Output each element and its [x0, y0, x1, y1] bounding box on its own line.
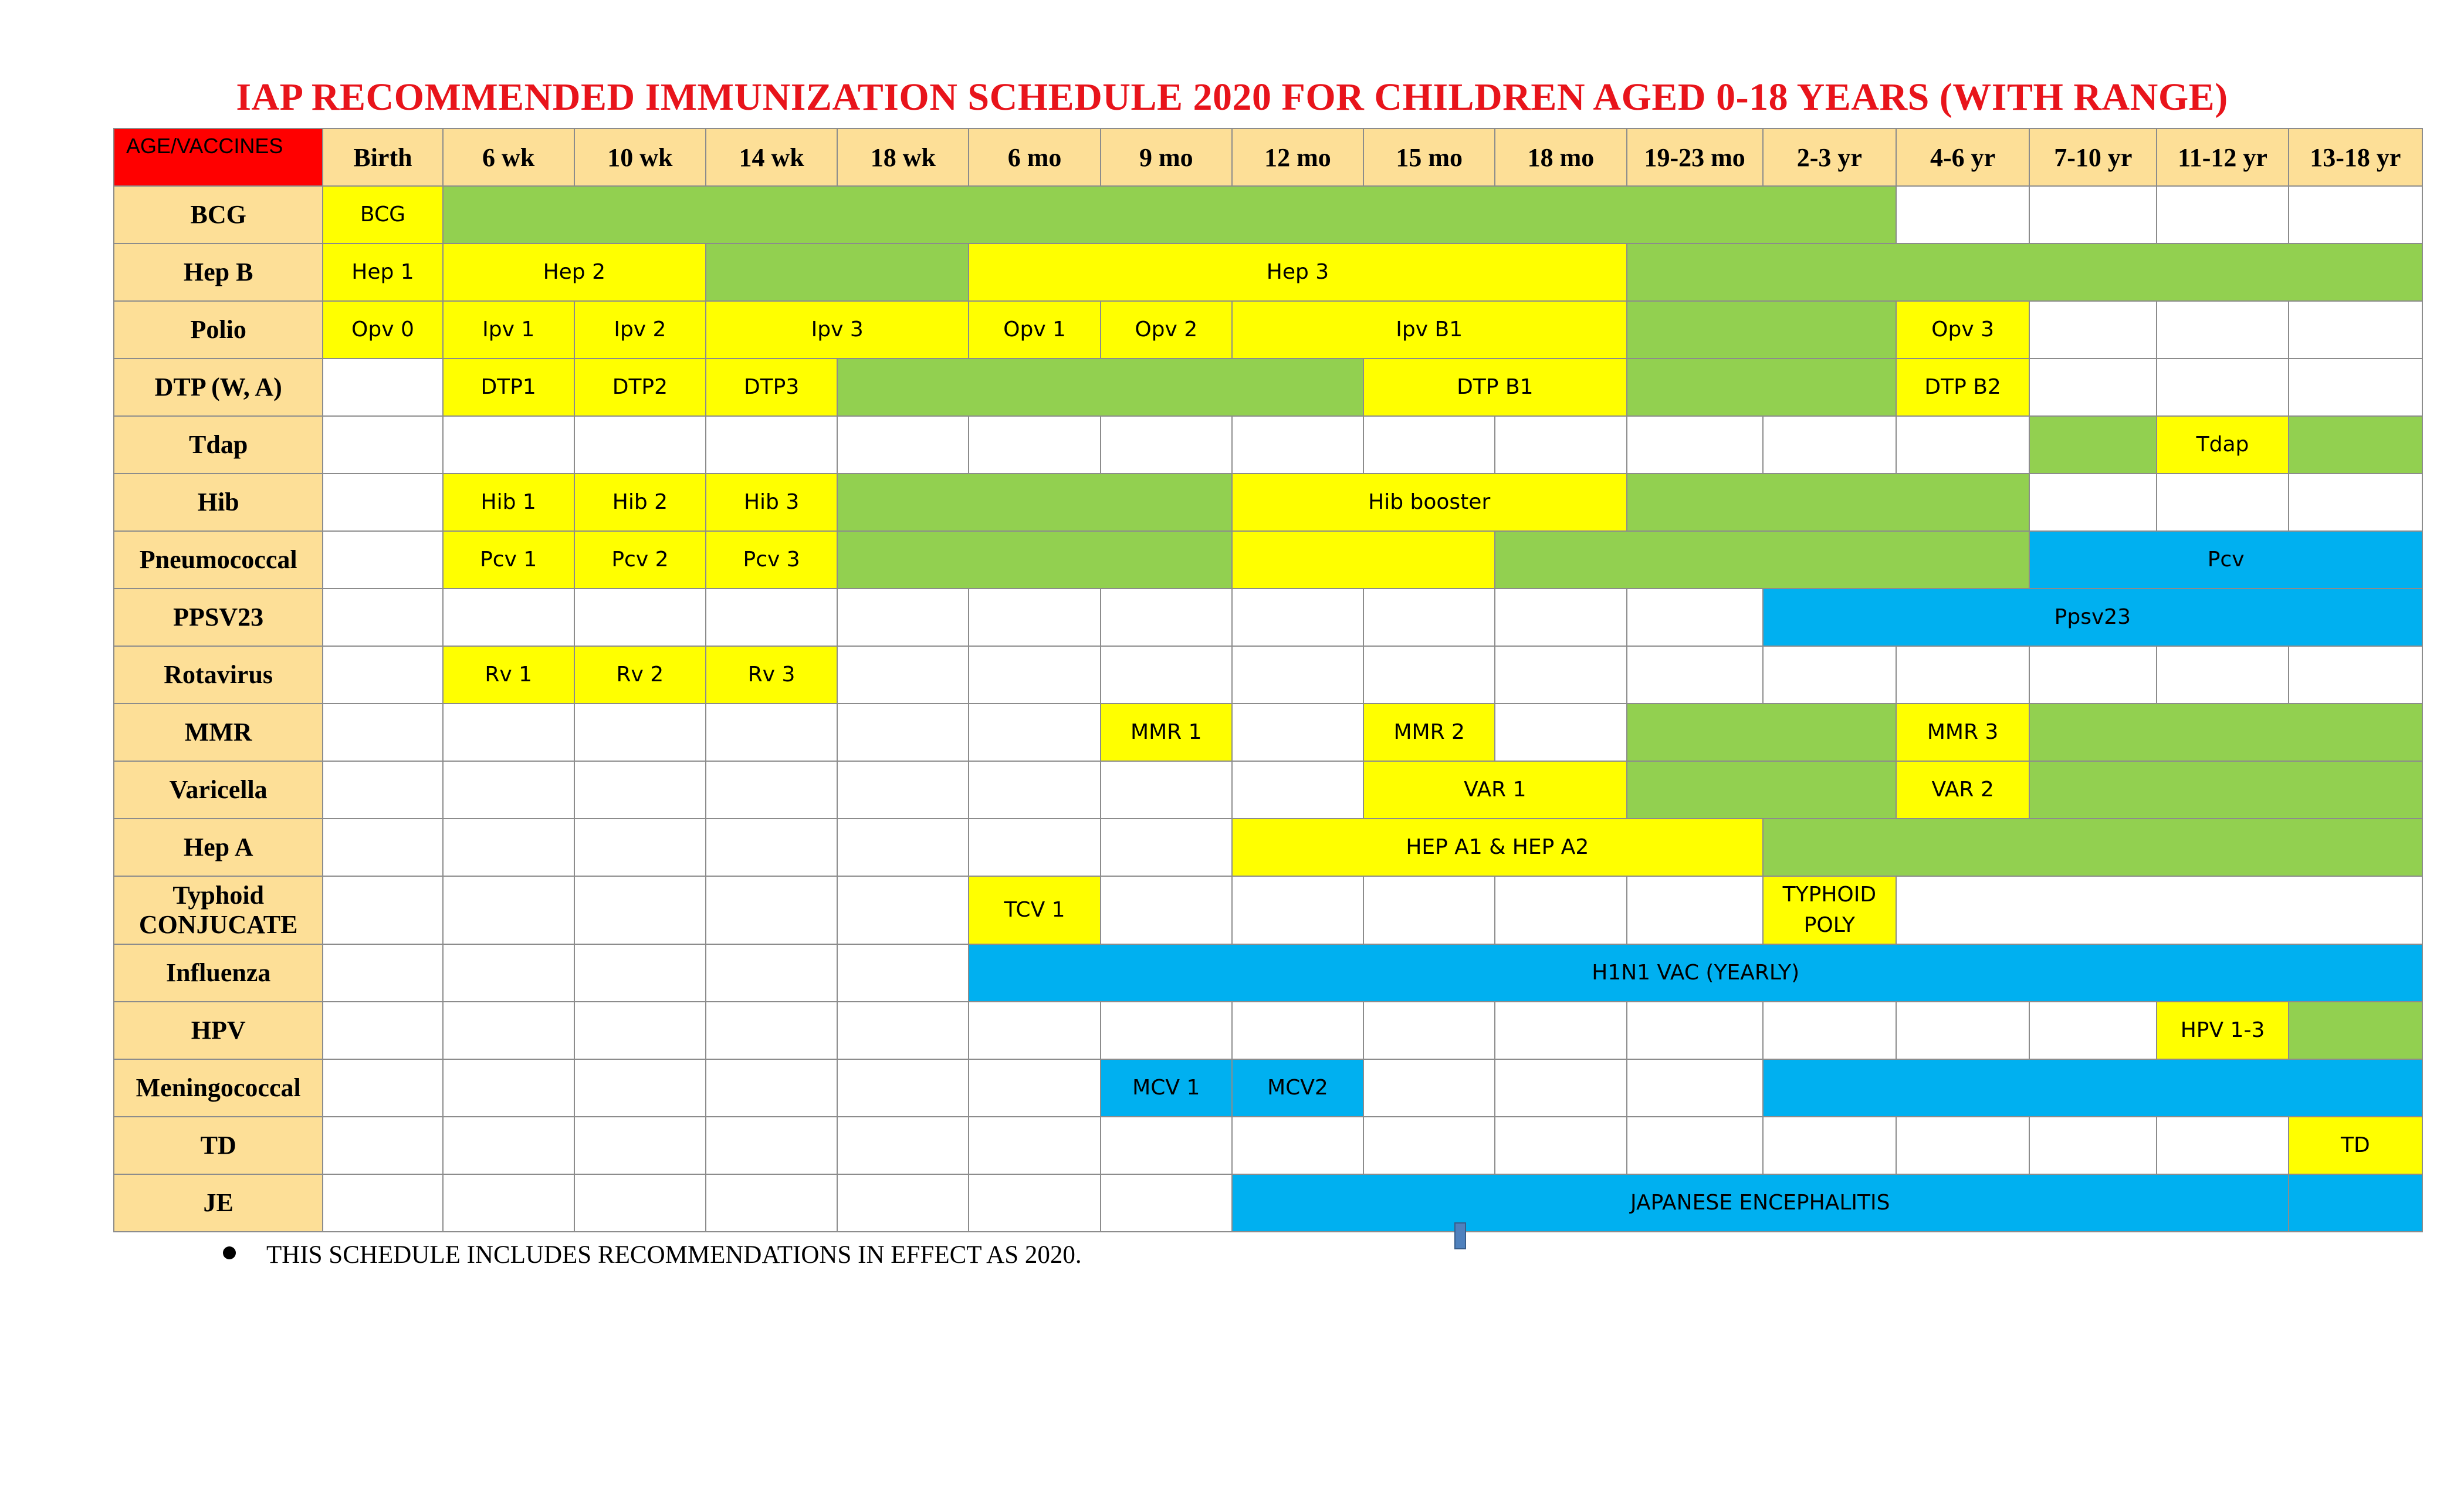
- empty-cell: [1363, 1059, 1495, 1117]
- empty-cell: [1627, 646, 1763, 704]
- empty-cell: [969, 704, 1100, 761]
- dose-cell: DTP B2: [1896, 359, 2029, 416]
- empty-cell: [1363, 1117, 1495, 1174]
- empty-cell: [323, 704, 442, 761]
- empty-cell: [706, 1059, 837, 1117]
- vaccine-name: Tdap: [114, 416, 323, 474]
- dose-cell: Ipv 1: [443, 301, 574, 359]
- dose-cell: Hep 2: [443, 244, 706, 301]
- empty-cell: [443, 1059, 574, 1117]
- empty-cell: [969, 1117, 1100, 1174]
- age-header: 18 wk: [837, 129, 969, 186]
- dose-cell: Opv 1: [969, 301, 1100, 359]
- empty-cell: [706, 704, 837, 761]
- age-header: 4-6 yr: [1896, 129, 2029, 186]
- empty-cell: [323, 761, 442, 819]
- empty-cell: [1101, 876, 1232, 944]
- empty-cell: [323, 1002, 442, 1059]
- dose-cell: Hib 2: [574, 474, 706, 531]
- catch-up-range: [2029, 416, 2157, 474]
- vaccine-row-tdap: [114, 416, 2422, 474]
- vaccine-row-hep-a: [114, 819, 2422, 876]
- empty-cell: [706, 1002, 837, 1059]
- empty-cell: [1763, 646, 1896, 704]
- empty-cell: [2289, 301, 2422, 359]
- empty-cell: [1627, 1059, 1763, 1117]
- empty-cell: [1232, 589, 1363, 646]
- catch-up-range: [1627, 474, 2030, 531]
- dose-cell: Hib 3: [706, 474, 837, 531]
- vaccine-name: JE: [114, 1174, 323, 1232]
- catch-up-range: [1627, 761, 1896, 819]
- empty-cell: [1232, 876, 1363, 944]
- catch-up-range: [1627, 244, 2422, 301]
- age-header: 6 wk: [443, 129, 574, 186]
- vaccine-name: Typhoid CONJUCATE: [114, 876, 323, 944]
- catch-up-range: [1627, 704, 1896, 761]
- bullet-icon: [223, 1246, 236, 1259]
- dose-cell: Hep 1: [323, 244, 442, 301]
- booster-range: [1232, 531, 1495, 589]
- dose-cell: MMR 3: [1896, 704, 2029, 761]
- empty-cell: [1627, 1117, 1763, 1174]
- empty-cell: [969, 1059, 1100, 1117]
- empty-cell: [1363, 876, 1495, 944]
- empty-cell: [323, 944, 442, 1002]
- empty-cell: [1627, 876, 1763, 944]
- vaccine-row-pneumococcal: [114, 531, 2422, 589]
- empty-cell: [837, 819, 969, 876]
- catch-up-range: [837, 474, 1232, 531]
- vaccine-row-dtp: [114, 359, 2422, 416]
- empty-cell: [2157, 359, 2288, 416]
- empty-cell: [574, 876, 706, 944]
- age-header: 7-10 yr: [2029, 129, 2157, 186]
- dose-cell: MMR 2: [1363, 704, 1495, 761]
- empty-cell: [2157, 186, 2288, 244]
- empty-cell: [837, 944, 969, 1002]
- empty-cell: [443, 761, 574, 819]
- dose-cell: Tdap: [2157, 416, 2288, 474]
- vaccine-name: Polio: [114, 301, 323, 359]
- vaccine-row-hpv: [114, 1002, 2422, 1059]
- special-range: [1763, 1059, 2422, 1117]
- vaccine-row-ppsv23: [114, 589, 2422, 646]
- vaccine-row-influenza: [114, 944, 2422, 1002]
- dose-cell: Hep 3: [969, 244, 1626, 301]
- dose-cell: Opv 0: [323, 301, 442, 359]
- empty-cell: [2029, 646, 2157, 704]
- vaccine-name: Hep B: [114, 244, 323, 301]
- age-header: 12 mo: [1232, 129, 1363, 186]
- empty-cell: [323, 1059, 442, 1117]
- dose-cell: Ipv 3: [706, 301, 969, 359]
- empty-cell: [574, 589, 706, 646]
- vaccine-name: Varicella: [114, 761, 323, 819]
- vaccine-row-hep-b: [114, 244, 2422, 301]
- vaccine-name: Hib: [114, 474, 323, 531]
- empty-cell: [706, 1174, 837, 1232]
- age-header: 13-18 yr: [2289, 129, 2422, 186]
- empty-cell: [837, 704, 969, 761]
- vaccine-row-mmr: [114, 704, 2422, 761]
- catch-up-range: [1627, 359, 1896, 416]
- empty-cell: [837, 1174, 969, 1232]
- empty-cell: [969, 1002, 1100, 1059]
- empty-cell: [574, 1002, 706, 1059]
- empty-cell: [1101, 1117, 1232, 1174]
- empty-cell: [1101, 589, 1232, 646]
- empty-cell: [706, 1117, 837, 1174]
- dose-cell: Rv 1: [443, 646, 574, 704]
- empty-cell: [837, 589, 969, 646]
- empty-cell: [323, 589, 442, 646]
- age-header: 14 wk: [706, 129, 837, 186]
- special-range: [2289, 1174, 2422, 1232]
- vaccine-name: Rotavirus: [114, 646, 323, 704]
- empty-cell: [574, 1117, 706, 1174]
- empty-cell: [1763, 416, 1896, 474]
- dose-cell: Pcv 1: [443, 531, 574, 589]
- dose-cell: Opv 2: [1101, 301, 1232, 359]
- empty-cell: [706, 876, 837, 944]
- age-vaccines-corner: AGE/VACCINES: [114, 129, 323, 186]
- empty-cell: [1232, 704, 1363, 761]
- empty-cell: [1232, 1002, 1363, 1059]
- dose-cell: Pcv 2: [574, 531, 706, 589]
- dose-cell: Ipv 2: [574, 301, 706, 359]
- empty-cell: [1101, 761, 1232, 819]
- catch-up-range: [443, 186, 1896, 244]
- empty-cell: [323, 531, 442, 589]
- catch-up-range: [2029, 704, 2422, 761]
- vaccine-row-meningococcal: [114, 1059, 2422, 1117]
- empty-cell: [1896, 186, 2029, 244]
- empty-cell: [706, 819, 837, 876]
- catch-up-range: [1627, 301, 1896, 359]
- empty-cell: [443, 704, 574, 761]
- empty-cell: [706, 761, 837, 819]
- empty-cell: [443, 876, 574, 944]
- empty-cell: [2289, 474, 2422, 531]
- empty-cell: [443, 819, 574, 876]
- empty-cell: [2029, 186, 2157, 244]
- empty-cell: [969, 416, 1100, 474]
- empty-cell: [2289, 359, 2422, 416]
- age-header: 18 mo: [1495, 129, 1626, 186]
- empty-cell: [1495, 704, 1626, 761]
- empty-cell: [2157, 474, 2288, 531]
- empty-cell: [1627, 589, 1763, 646]
- vaccine-row-bcg: [114, 186, 2422, 244]
- empty-cell: [574, 761, 706, 819]
- empty-cell: [1101, 1174, 1232, 1232]
- vaccine-row-rotavirus: [114, 646, 2422, 704]
- catch-up-range: [2289, 416, 2422, 474]
- vaccine-row-typhoid: [114, 876, 2422, 944]
- empty-cell: [574, 1059, 706, 1117]
- empty-cell: [837, 646, 969, 704]
- dose-cell: Ipv B1: [1232, 301, 1627, 359]
- empty-cell: [2029, 474, 2157, 531]
- vaccine-row-polio: [114, 301, 2422, 359]
- empty-cell: [574, 819, 706, 876]
- empty-cell: [574, 1174, 706, 1232]
- vaccine-name: DTP (W, A): [114, 359, 323, 416]
- empty-cell: [837, 416, 969, 474]
- dose-cell: Rv 3: [706, 646, 837, 704]
- empty-cell: [2029, 359, 2157, 416]
- vaccine-name: Influenza: [114, 944, 323, 1002]
- empty-cell: [323, 819, 442, 876]
- empty-cell: [323, 416, 442, 474]
- empty-cell: [1896, 646, 2029, 704]
- dose-cell: HPV 1-3: [2157, 1002, 2288, 1059]
- empty-cell: [323, 359, 442, 416]
- empty-cell: [1627, 1002, 1763, 1059]
- vaccine-name: TD: [114, 1117, 323, 1174]
- empty-cell: [1495, 589, 1626, 646]
- empty-cell: [1363, 1002, 1495, 1059]
- empty-cell: [1495, 1002, 1626, 1059]
- vaccine-name: BCG: [114, 186, 323, 244]
- empty-cell: [837, 1117, 969, 1174]
- dose-cell: MCV2: [1232, 1059, 1363, 1117]
- catch-up-range: [837, 531, 1232, 589]
- empty-cell: [1232, 1117, 1363, 1174]
- empty-cell: [969, 646, 1100, 704]
- empty-cell: [2157, 646, 2288, 704]
- vaccine-row-td: [114, 1117, 2422, 1174]
- empty-cell: [1232, 761, 1363, 819]
- empty-cell: [1363, 416, 1495, 474]
- catch-up-range: [2289, 1002, 2422, 1059]
- age-header: 2-3 yr: [1763, 129, 1896, 186]
- vaccine-name: MMR: [114, 704, 323, 761]
- vaccine-row-varicella: [114, 761, 2422, 819]
- dose-cell: DTP3: [706, 359, 837, 416]
- catch-up-range: [1495, 531, 2029, 589]
- dose-cell: DTP B1: [1363, 359, 1626, 416]
- catch-up-range: [837, 359, 1363, 416]
- empty-cell: [323, 876, 442, 944]
- dose-cell: Hib 1: [443, 474, 574, 531]
- vaccine-name: Meningococcal: [114, 1059, 323, 1117]
- dose-cell: BCG: [323, 186, 442, 244]
- age-header: 10 wk: [574, 129, 706, 186]
- vaccine-name: Hep A: [114, 819, 323, 876]
- dose-cell: Ppsv23: [1763, 589, 2422, 646]
- dose-cell: HEP A1 & HEP A2: [1232, 819, 1763, 876]
- dose-cell: Opv 3: [1896, 301, 2029, 359]
- dose-cell: MMR 1: [1101, 704, 1232, 761]
- dose-cell: MCV 1: [1101, 1059, 1232, 1117]
- dose-cell: Rv 2: [574, 646, 706, 704]
- empty-cell: [837, 1059, 969, 1117]
- age-header: 15 mo: [1363, 129, 1495, 186]
- empty-cell: [706, 944, 837, 1002]
- dose-cell: TCV 1: [969, 876, 1100, 944]
- empty-cell: [1101, 646, 1232, 704]
- empty-cell: [323, 474, 442, 531]
- age-header: 19-23 mo: [1627, 129, 1763, 186]
- empty-cell: [969, 1174, 1100, 1232]
- empty-cell: [969, 819, 1100, 876]
- empty-cell: [1896, 1117, 2029, 1174]
- empty-cell: [2289, 646, 2422, 704]
- vaccine-name: HPV: [114, 1002, 323, 1059]
- empty-cell: [574, 944, 706, 1002]
- empty-cell: [1763, 1117, 1896, 1174]
- empty-cell: [1101, 1002, 1232, 1059]
- empty-cell: [1896, 876, 2422, 944]
- dose-cell: VAR 2: [1896, 761, 2029, 819]
- empty-cell: [2157, 301, 2288, 359]
- empty-cell: [443, 416, 574, 474]
- empty-cell: [1495, 416, 1626, 474]
- empty-cell: [323, 1117, 442, 1174]
- empty-cell: [706, 589, 837, 646]
- empty-cell: [1495, 646, 1626, 704]
- empty-cell: [443, 1002, 574, 1059]
- dose-cell: TYPHOID POLY: [1763, 876, 1896, 944]
- empty-cell: [323, 1174, 442, 1232]
- immunization-schedule-table: [113, 128, 2423, 1232]
- empty-cell: [1101, 819, 1232, 876]
- empty-cell: [2029, 1117, 2157, 1174]
- empty-cell: [706, 416, 837, 474]
- dose-cell: DTP1: [443, 359, 574, 416]
- catch-up-range: [1763, 819, 2422, 876]
- catch-up-range: [706, 244, 969, 301]
- empty-cell: [1495, 876, 1626, 944]
- vaccine-row-je: [114, 1174, 2422, 1232]
- empty-cell: [969, 761, 1100, 819]
- dose-cell: Hib booster: [1232, 474, 1627, 531]
- empty-cell: [1232, 416, 1363, 474]
- empty-cell: [443, 1174, 574, 1232]
- selection-handle[interactable]: [1454, 1222, 1466, 1249]
- empty-cell: [837, 876, 969, 944]
- empty-cell: [443, 1117, 574, 1174]
- empty-cell: [837, 1002, 969, 1059]
- empty-cell: [574, 416, 706, 474]
- empty-cell: [1363, 646, 1495, 704]
- dose-cell: JAPANESE ENCEPHALITIS: [1232, 1174, 2289, 1232]
- empty-cell: [969, 589, 1100, 646]
- dose-cell: Pcv 3: [706, 531, 837, 589]
- empty-cell: [1495, 1117, 1626, 1174]
- empty-cell: [1232, 646, 1363, 704]
- vaccine-name: Pneumococcal: [114, 531, 323, 589]
- empty-cell: [1763, 1002, 1896, 1059]
- vaccine-name: PPSV23: [114, 589, 323, 646]
- catch-up-range: [2029, 761, 2422, 819]
- empty-cell: [1896, 416, 2029, 474]
- empty-cell: [837, 761, 969, 819]
- age-header: Birth: [323, 129, 442, 186]
- dose-cell: DTP2: [574, 359, 706, 416]
- empty-cell: [2157, 1117, 2288, 1174]
- footnote: THIS SCHEDULE INCLUDES RECOMMENDATIONS IN EFFECT AS 2020.: [266, 1241, 1082, 1269]
- empty-cell: [1101, 416, 1232, 474]
- empty-cell: [443, 944, 574, 1002]
- vaccine-row-hib: [114, 474, 2422, 531]
- empty-cell: [1627, 416, 1763, 474]
- dose-cell: H1N1 VAC (YEARLY): [969, 944, 2422, 1002]
- age-header: 9 mo: [1101, 129, 1232, 186]
- empty-cell: [2289, 186, 2422, 244]
- empty-cell: [1495, 1059, 1626, 1117]
- age-header: 6 mo: [969, 129, 1100, 186]
- age-header: 11-12 yr: [2157, 129, 2288, 186]
- dose-cell: VAR 1: [1363, 761, 1626, 819]
- empty-cell: [1363, 589, 1495, 646]
- header-row: [114, 129, 2422, 186]
- empty-cell: [443, 589, 574, 646]
- empty-cell: [2029, 1002, 2157, 1059]
- empty-cell: [574, 704, 706, 761]
- empty-cell: [1896, 1002, 2029, 1059]
- empty-cell: [2029, 301, 2157, 359]
- dose-cell: TD: [2289, 1117, 2422, 1174]
- dose-cell: Pcv: [2029, 531, 2422, 589]
- page-title: IAP RECOMMENDED IMMUNIZATION SCHEDULE 2020 FOR CHILDREN AGED 0-18 YEARS (WITH RANGE): [236, 76, 2228, 119]
- empty-cell: [323, 646, 442, 704]
